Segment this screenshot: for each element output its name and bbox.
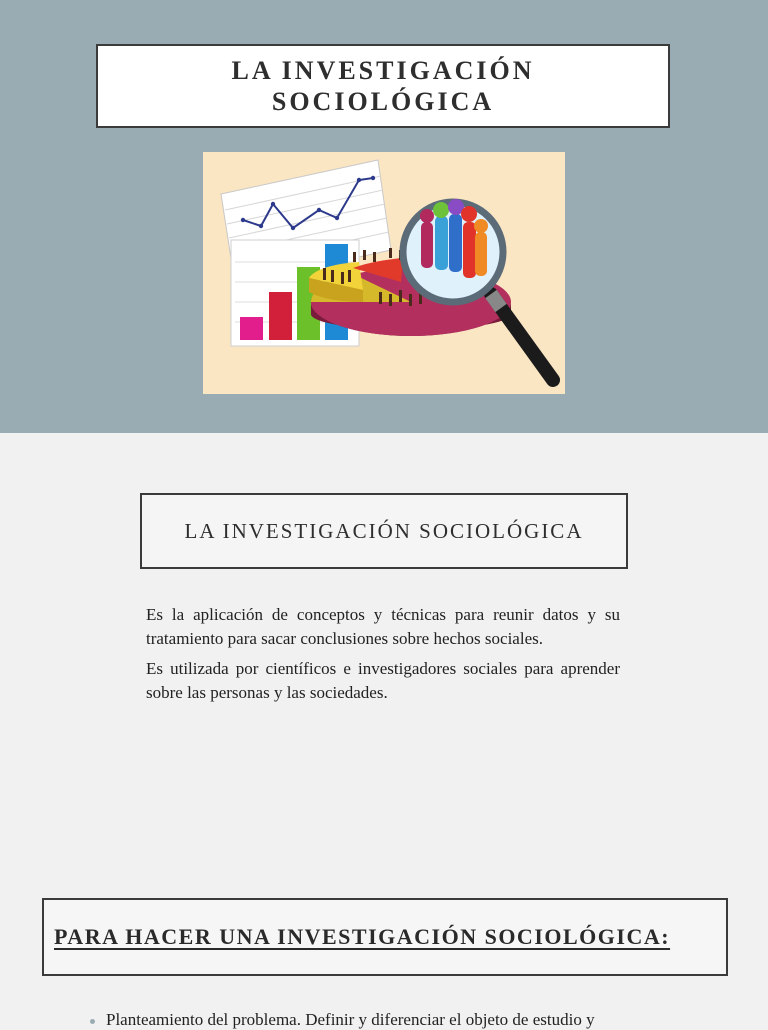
body-text — [146, 603, 620, 711]
title-slide — [0, 0, 768, 433]
content-slide — [0, 433, 768, 1029]
section-title-box — [42, 898, 728, 976]
list-item — [90, 1010, 690, 1030]
paragraph: Es utilizada por científicos e investigadores sociales para aprender sobre las personas y las sociedades. — [146, 659, 620, 702]
paragraph: Es la aplicación de conceptos y técnicas para reunir datos y su tratamiento para sacar conclusiones sobre hechos sociales. — [146, 605, 620, 648]
title-line-1: LA INVESTIGACIÓN — [231, 56, 535, 85]
steps-list — [90, 1010, 690, 1030]
research-illustration-svg — [203, 152, 565, 394]
magnifying-glass-icon — [403, 199, 553, 380]
subtitle: LA INVESTIGACIÓN SOCIOLÓGICA — [184, 518, 584, 543]
research-illustration — [203, 152, 565, 394]
slide-title — [231, 55, 534, 117]
title-line-2: SOCIOLÓGICA — [271, 87, 495, 116]
list-item-text: Planteamiento del problema. Definir y diferenciar el objeto de estudio y — [106, 1010, 595, 1029]
section-title: PARA HACER UNA INVESTIGACIÓN SOCIOLÓGICA: — [54, 924, 671, 949]
subtitle-box — [140, 493, 628, 569]
title-box — [96, 44, 670, 128]
bullet-icon — [90, 1019, 95, 1024]
